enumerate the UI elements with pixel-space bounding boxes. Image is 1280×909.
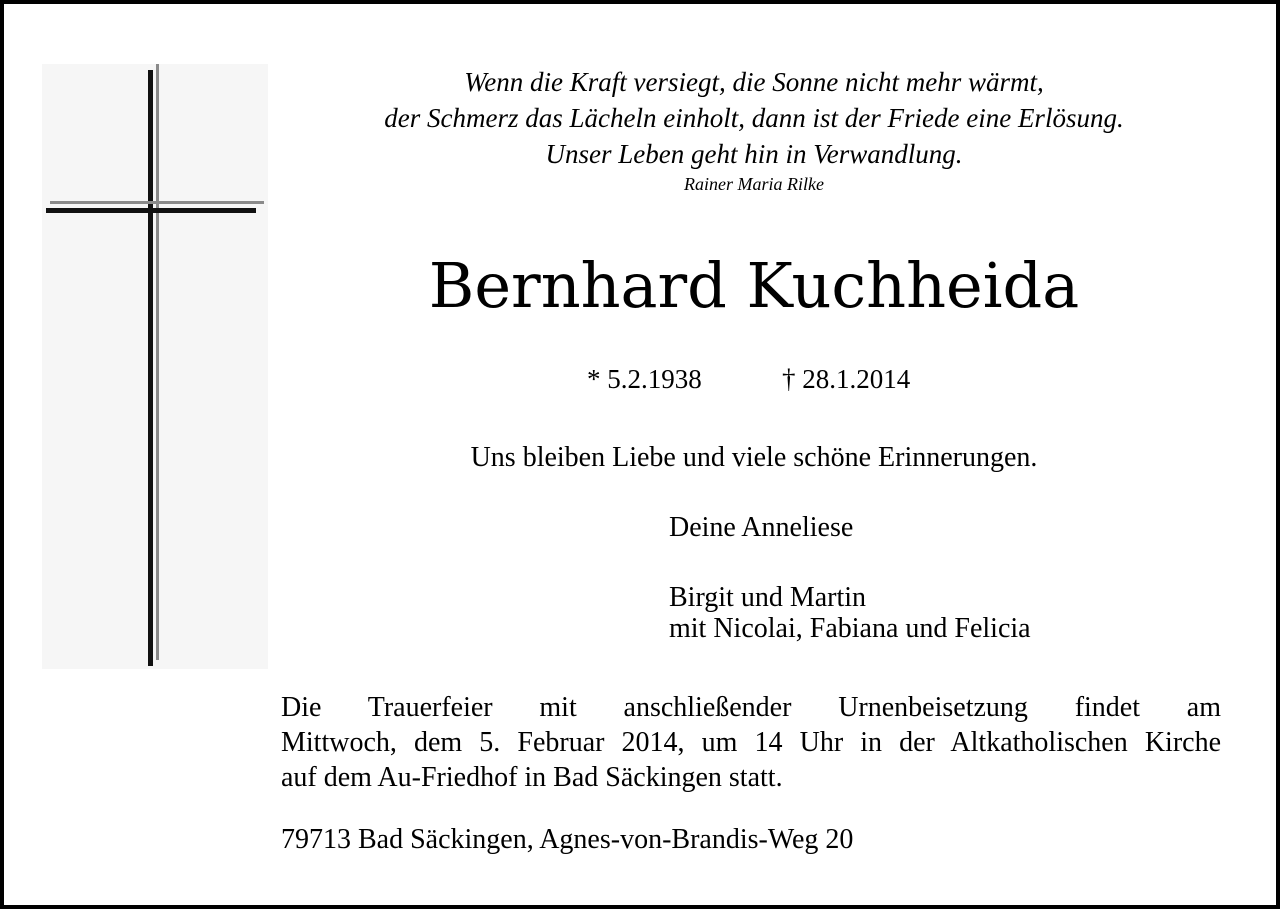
address: 79713 Bad Säckingen, Agnes-von-Brandis-Weg 20 <box>281 824 854 855</box>
family-line: Deine Anneliese <box>669 512 854 543</box>
deceased-name: Bernhard Kuchheida <box>428 249 1080 322</box>
quote-author: Rainer Maria Rilke <box>684 174 824 194</box>
memory-line: Uns bleiben Liebe und viele schöne Erinnerungen. <box>470 442 1038 473</box>
ceremony-line: Mittwoch, dem 5. Februar 2014, um 14 Uhr in der Altkatholischen Kirche <box>281 727 1221 758</box>
death-date: † 28.1.2014 <box>782 364 911 394</box>
quote-line: der Schmerz das Lächeln einholt, dann ist der Friede eine Erlösung. <box>384 103 1124 133</box>
family-line: Birgit und Martin <box>669 582 867 613</box>
cross-icon <box>42 64 268 669</box>
ceremony-line: Die Trauerfeier mit anschließender Urnenbeisetzung findet am <box>281 692 1221 723</box>
quote-line: Wenn die Kraft versiegt, die Sonne nicht mehr wärmt, <box>464 67 1044 97</box>
ceremony-line: auf dem Au-Friedhof in Bad Säckingen statt. <box>281 762 783 793</box>
birth-date: * 5.2.1938 <box>587 364 702 394</box>
family-line: mit Nicolai, Fabiana und Felicia <box>669 613 1031 644</box>
ceremony-details <box>281 690 1221 795</box>
quote-line: Unser Leben geht hin in Verwandlung. <box>545 139 963 169</box>
cross-panel <box>42 64 268 669</box>
rilke-quote <box>304 64 1204 172</box>
